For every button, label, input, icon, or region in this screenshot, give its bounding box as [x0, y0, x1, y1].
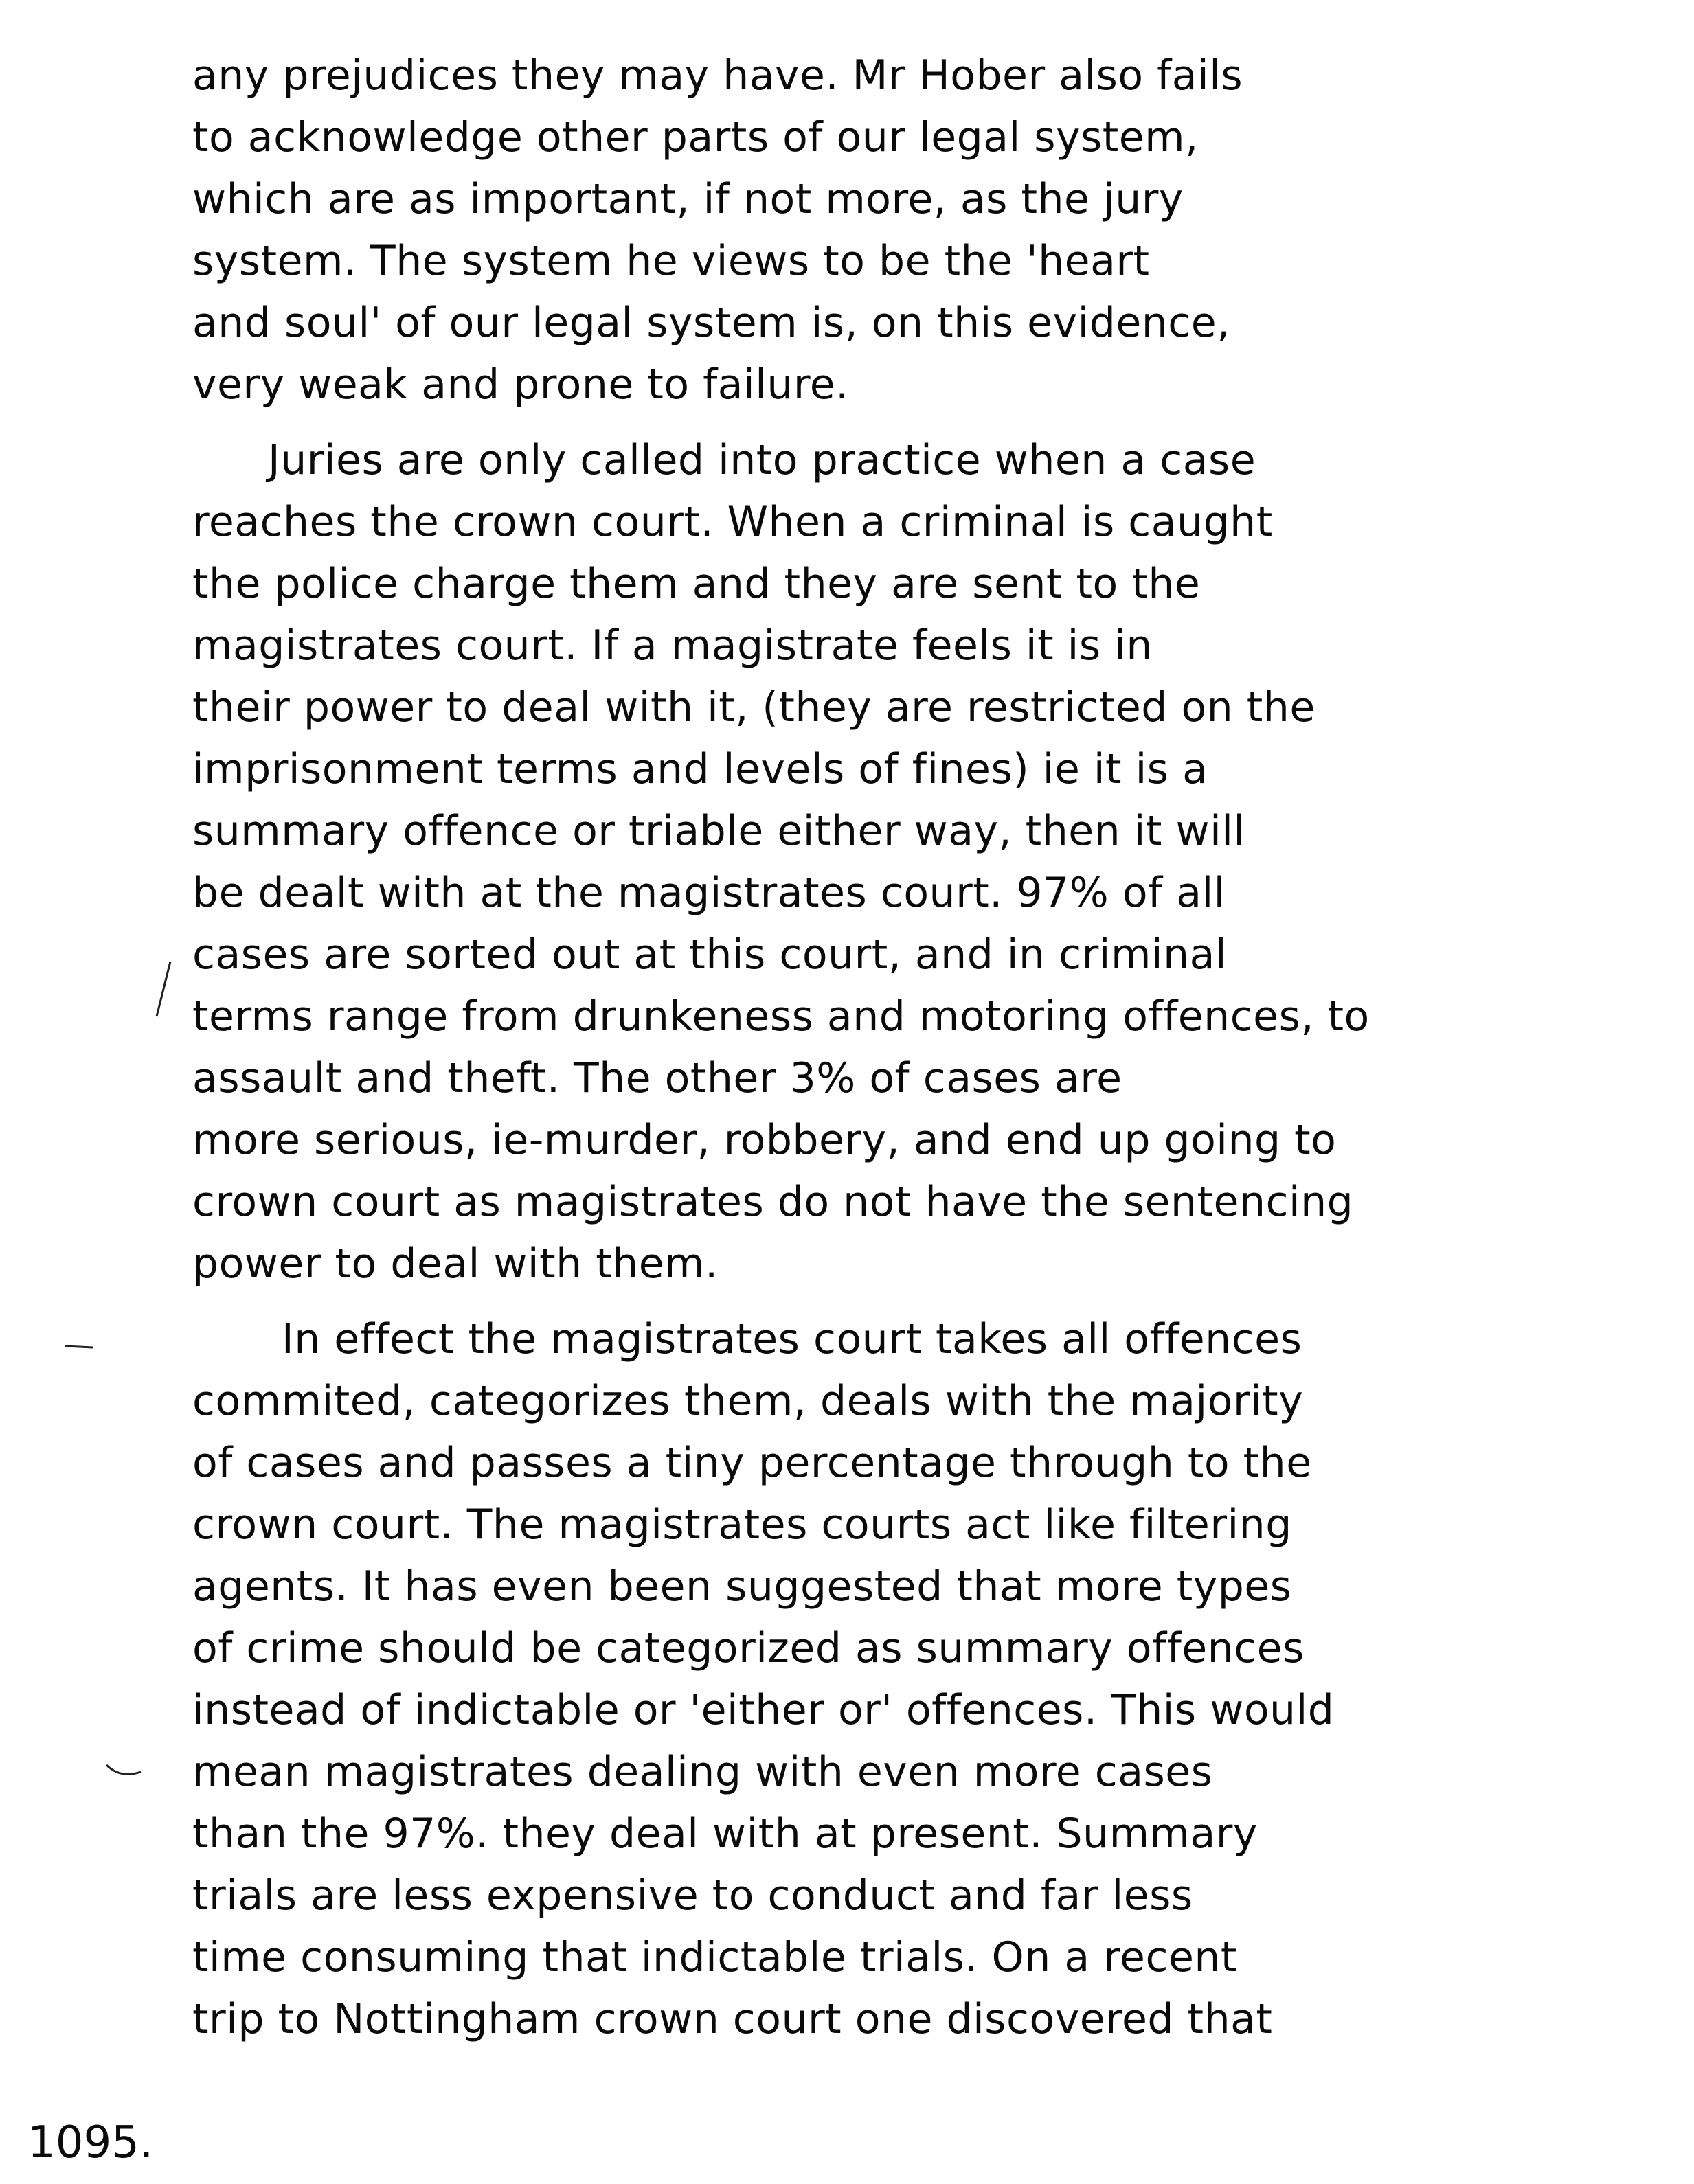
margin-dash-mark [62, 1339, 96, 1353]
text-line: reaches the crown court. When a criminal is caught [192, 498, 1273, 546]
text-line: instead of indictable or 'either or' offences. This would [192, 1686, 1335, 1734]
text-line: system. The system he views to be the 'heart [192, 237, 1150, 285]
text-line: imprisonment terms and levels of fines) ie it is a [192, 745, 1208, 793]
text-line: terms range from drunkeness and motoring offences, to [192, 992, 1370, 1040]
text-line: of cases and passes a tiny percentage through to the [192, 1439, 1312, 1487]
margin-curve-mark [103, 1758, 144, 1786]
text-line: the police charge them and they are sent to the [192, 560, 1201, 608]
text-line: be dealt with at the magistrates court. 97% of all [192, 869, 1226, 917]
page-number: 1095. [27, 2117, 154, 2168]
text-line: which are as important, if not more, as the jury [192, 175, 1184, 223]
text-line: assault and theft. The other 3% of cases are [192, 1054, 1122, 1102]
text-line: very weak and prone to failure. [192, 361, 849, 409]
text-line: cases are sorted out at this court, and in criminal [192, 931, 1228, 979]
text-line: agents. It has even been suggested that more types [192, 1562, 1292, 1611]
text-line: crown court. The magistrates courts act like filtering [192, 1501, 1292, 1549]
text-line: trip to Nottingham crown court one discovered that [192, 1995, 1273, 2043]
paragraph-start-line: Juries are only called into practice when a case [268, 436, 1256, 484]
margin-tick-mark [150, 958, 177, 1020]
text-line: summary offence or triable either way, then it will [192, 807, 1245, 855]
paragraph-start-line: In effect the magistrates court takes all offences [282, 1315, 1302, 1363]
text-line: than the 97%. they deal with at present. Summary [192, 1810, 1258, 1858]
text-line: mean magistrates dealing with even more cases [192, 1748, 1213, 1796]
text-line: commited, categorizes them, deals with the majority [192, 1377, 1304, 1425]
text-line: more serious, ie-murder, robbery, and end up going to [192, 1116, 1337, 1164]
text-line: crown court as magistrates do not have the sentencing [192, 1178, 1354, 1226]
text-line: any prejudices they may have. Mr Hober also fails [192, 52, 1243, 100]
text-line: to acknowledge other parts of our legal system, [192, 113, 1199, 161]
text-line: their power to deal with it, (they are restricted on the [192, 683, 1315, 731]
text-line: time consuming that indictable trials. On a recent [192, 1933, 1237, 1981]
text-line: trials are less expensive to conduct and far less [192, 1872, 1193, 1920]
text-line: and soul' of our legal system is, on this evidence, [192, 299, 1230, 347]
text-line: power to deal with them. [192, 1240, 719, 1288]
text-line: of crime should be categorized as summary offences [192, 1624, 1305, 1672]
text-line: magistrates court. If a magistrate feels it is in [192, 622, 1153, 670]
